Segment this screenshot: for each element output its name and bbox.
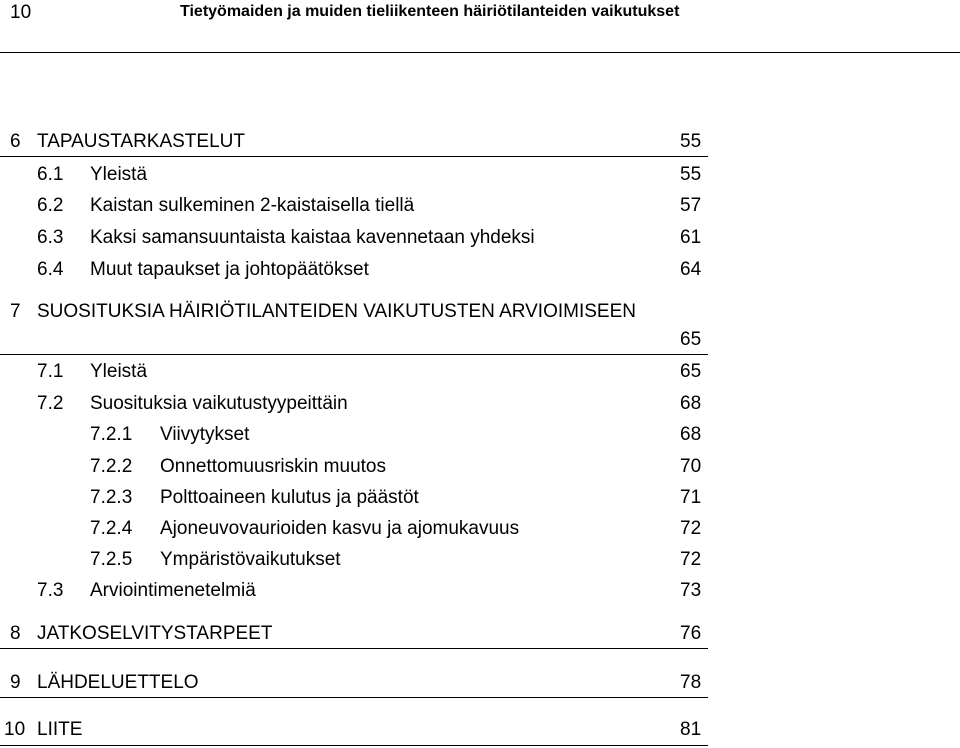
toc-page: 61 xyxy=(680,227,702,248)
toc-number: 10 xyxy=(4,719,26,740)
toc-title: LÄHDELUETTELO xyxy=(37,672,199,693)
toc-page: 81 xyxy=(680,719,702,740)
toc-number: 6.1 xyxy=(37,164,64,185)
toc-number: 7.2.4 xyxy=(90,518,133,539)
toc-number: 6 xyxy=(10,131,21,152)
toc-title: Viivytykset xyxy=(160,424,250,445)
toc-page: 65 xyxy=(680,329,702,350)
page-number: 10 xyxy=(10,2,32,23)
toc-number: 9 xyxy=(10,672,21,693)
toc-page: 55 xyxy=(680,164,702,185)
toc-number: 7.2.3 xyxy=(90,487,133,508)
toc-number: 6.2 xyxy=(37,195,64,216)
toc-page: 65 xyxy=(680,361,702,382)
toc-title: Ajoneuvovaurioiden kasvu ja ajomukavuus xyxy=(160,518,520,539)
toc-number: 7.2 xyxy=(37,393,64,414)
toc-page: 55 xyxy=(680,131,702,152)
toc-title: Arviointimenetelmiä xyxy=(90,580,256,601)
running-title: Tietyömaiden ja muiden tieliikenteen häiriötilanteiden vaikutukset xyxy=(180,3,680,20)
toc-title: Suosituksia vaikutustyypeittäin xyxy=(90,393,348,414)
toc-title: Kaksi samansuuntaista kaistaa kavennetaan yhdeksi xyxy=(90,227,535,248)
toc-page: 57 xyxy=(680,195,702,216)
toc-title: LIITE xyxy=(37,719,83,740)
separator xyxy=(0,697,708,698)
separator xyxy=(0,745,708,746)
toc-number: 7.1 xyxy=(37,361,64,382)
toc-title: Ympäristövaikutukset xyxy=(160,549,341,570)
toc-number: 7.2.1 xyxy=(90,424,133,445)
toc-page: 73 xyxy=(680,580,702,601)
toc-title: SUOSITUKSIA HÄIRIÖTILANTEIDEN VAIKUTUSTEN ARVIOIMISEEN xyxy=(37,301,636,322)
toc-title: Yleistä xyxy=(90,361,148,382)
toc-title: TAPAUSTARKASTELUT xyxy=(37,131,245,152)
toc-number: 7.2.2 xyxy=(90,456,133,477)
toc-number: 6.3 xyxy=(37,227,64,248)
toc-page: 72 xyxy=(680,549,702,570)
toc-page: 71 xyxy=(680,487,702,508)
toc-page: 70 xyxy=(680,456,702,477)
toc-number: 8 xyxy=(10,623,21,644)
toc-number: 6.4 xyxy=(37,259,64,280)
toc-page: 64 xyxy=(680,259,702,280)
toc-number: 7.2.5 xyxy=(90,549,133,570)
toc-page: 68 xyxy=(680,424,702,445)
toc-page: 78 xyxy=(680,672,702,693)
toc-chapter-7[interactable] xyxy=(0,300,708,356)
toc-title: Muut tapaukset ja johtopäätökset xyxy=(90,259,369,280)
toc-number: 7 xyxy=(10,301,21,322)
separator xyxy=(0,156,708,157)
toc-title: Yleistä xyxy=(90,164,148,185)
separator xyxy=(0,648,708,649)
toc-page: 68 xyxy=(680,393,702,414)
toc-title: JATKOSELVITYSTARPEET xyxy=(37,623,273,644)
toc-title: Onnettomuusriskin muutos xyxy=(160,456,386,477)
toc-title: Polttoaineen kulutus ja päästöt xyxy=(160,487,419,508)
toc-page: 76 xyxy=(680,623,702,644)
toc-page: 72 xyxy=(680,518,702,539)
toc-title: Kaistan sulkeminen 2-kaistaisella tiellä xyxy=(90,195,415,216)
toc-number: 7.3 xyxy=(37,580,64,601)
separator xyxy=(0,354,708,355)
